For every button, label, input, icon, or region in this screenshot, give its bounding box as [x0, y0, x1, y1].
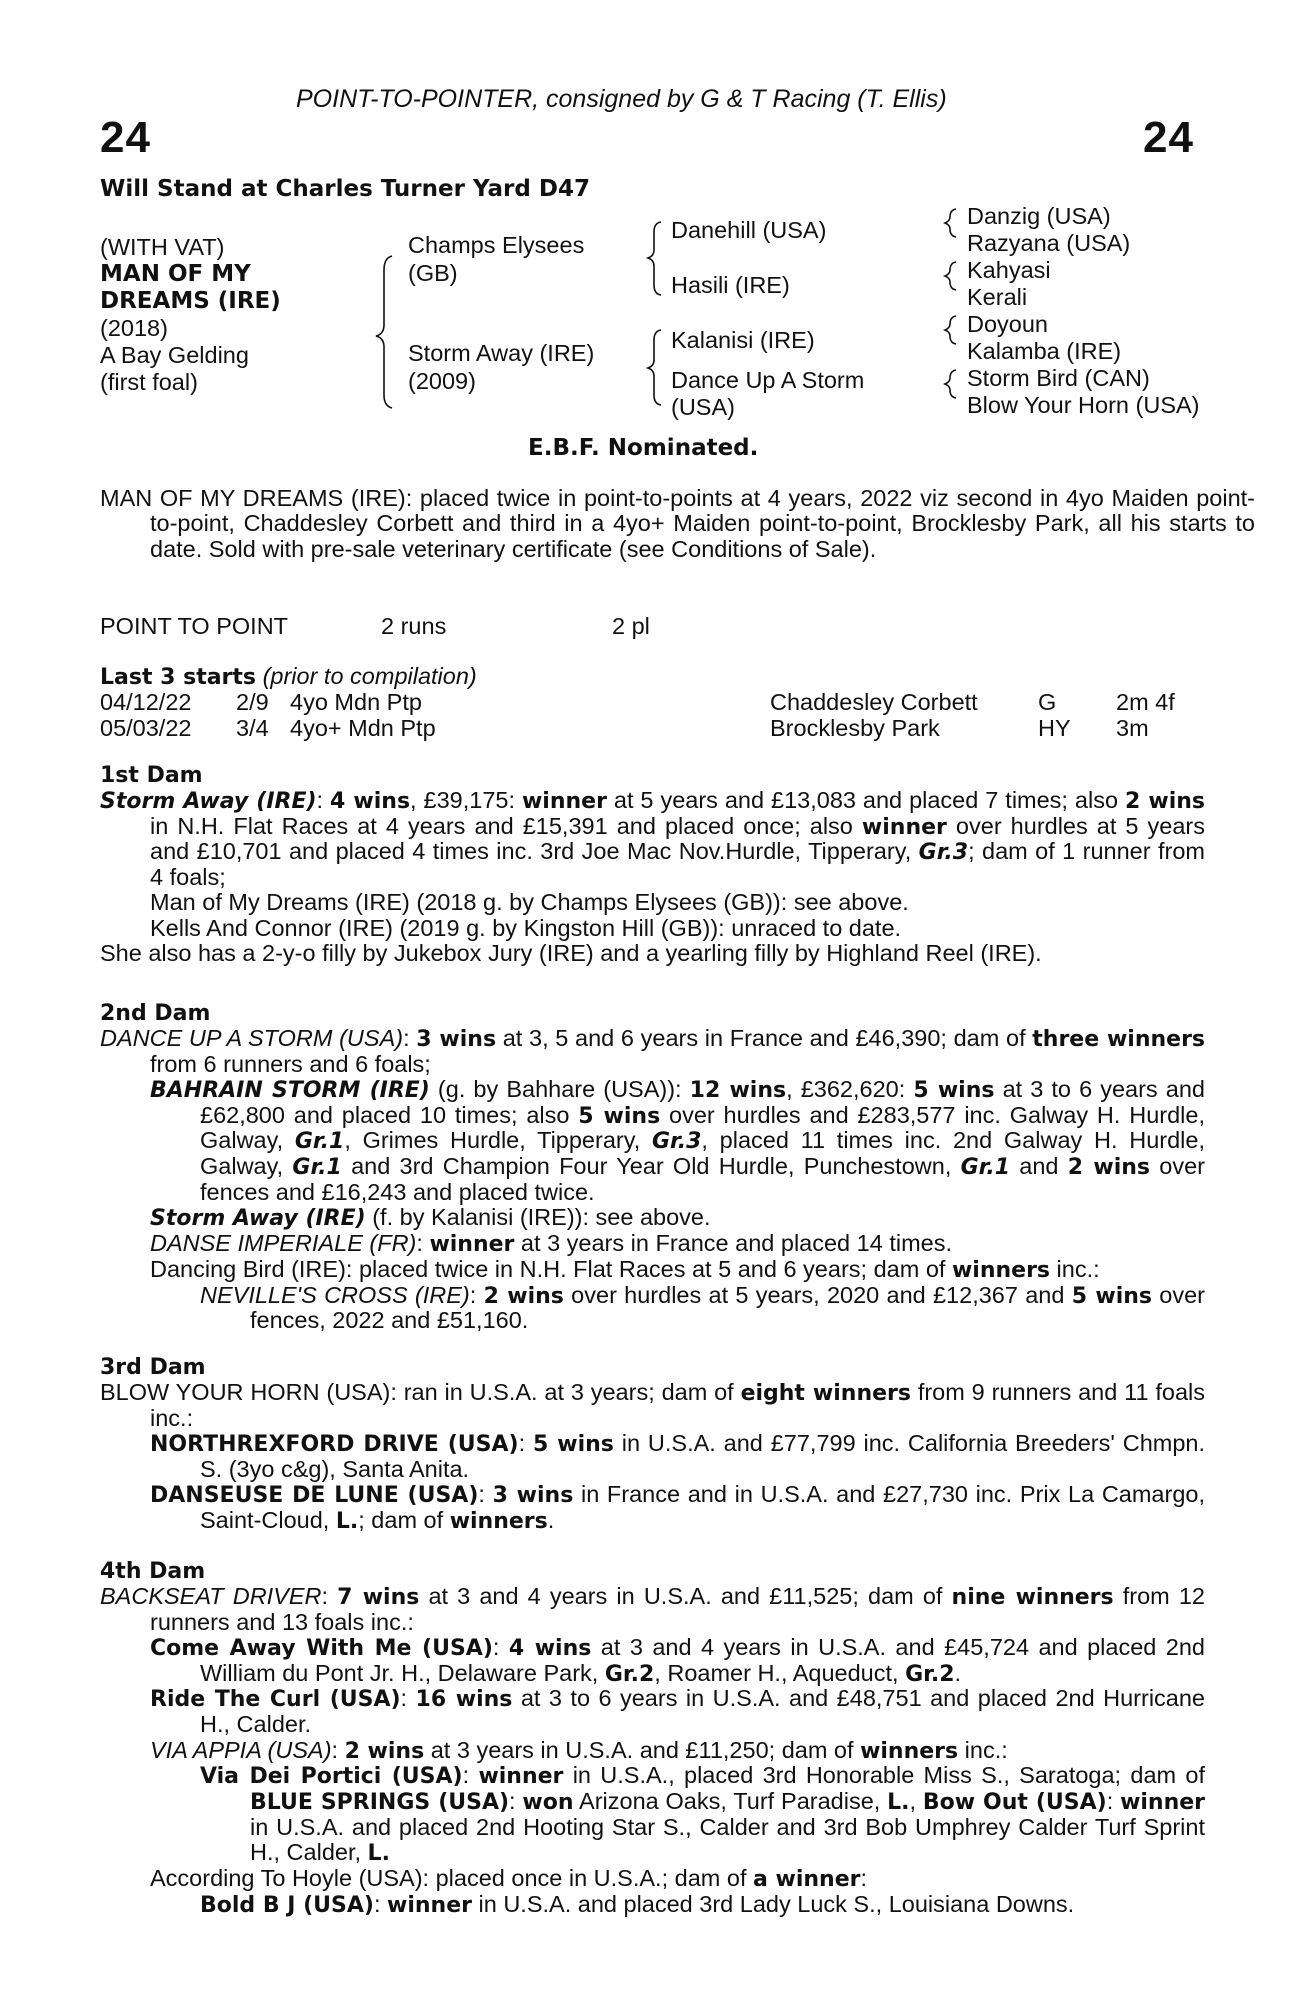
brace-ds	[945, 316, 956, 344]
produce-entry: Storm Away (IRE) (f. by Kalanisi (IRE)): see above.	[150, 1204, 711, 1232]
produce-entry: Kells And Connor (IRE) (2019 g. by Kingston Hill (GB)): unraced to date.	[150, 914, 902, 941]
produce-entry: Dancing Bird (IRE): placed twice in N.H. Flat Races at 5 and 6 years; dam of winners inc.:	[150, 1255, 1100, 1283]
gen3-7: Storm Bird (CAN)	[967, 365, 1150, 391]
horse-foal: (first foal)	[100, 369, 198, 395]
horse-name-line1: MAN OF MY	[100, 261, 251, 287]
brace-dd	[945, 370, 956, 398]
section-title: 4th Dam	[100, 1559, 206, 1584]
last-starts-heading	[100, 664, 477, 690]
gen3-5: Doyoun	[967, 311, 1048, 337]
start-position: 3/4	[236, 715, 269, 741]
start-date: 04/12/22	[100, 689, 192, 715]
produce-entry: BAHRAIN STORM (IRE) (g. by Bahhare (USA)): 12 wins, £362,620: 5 wins at 3 to 6 years and £62,800 and placed 10 times; also 5 wins over hurdles and £283,577 inc. Galway H. Hurdle, Galway, Gr.1, Grimes Hurdle, Tipperary, Gr.3, placed 11 times inc. 2nd Galway H. Hurdle, Galway, Gr.1 and 3rd Champion Four Year Old Hurdle, Punchestown, Gr.1 and 2 wins over fences and £16,243 and placed twice.	[150, 1075, 1205, 1205]
sire-name: Champs Elysees	[408, 232, 585, 258]
dam-name: Storm Away (IRE)	[408, 340, 595, 366]
gen3-4: Kerali	[967, 284, 1028, 310]
produce-entry: DANSE IMPERIALE (FR): winner at 3 years in France and placed 14 times.	[150, 1230, 953, 1257]
produce-entry: DANSEUSE DE LUNE (USA): 3 wins in France and in U.S.A. and £27,730 inc. Prix La Camargo, Saint-Cloud, L.; dam of winners.	[150, 1481, 1205, 1534]
start-going: G	[1038, 689, 1057, 715]
record-label: POINT TO POINT	[100, 613, 289, 639]
produce-entry: NEVILLE'S CROSS (IRE): 2 wins over hurdles at 5 years, 2020 and £12,367 and 5 wins over fences, 2022 and £51,160.	[200, 1281, 1205, 1334]
produce-entry: According To Hoyle (USA): placed once in U.S.A.; dam of a winner:	[150, 1864, 868, 1892]
brace-ss	[945, 209, 956, 237]
start-position: 2/9	[236, 689, 269, 715]
sire-sire: Danehill (USA)	[671, 217, 827, 243]
produce-entry: Man of My Dreams (IRE) (2018 g. by Champs Elysees (GB)): see above.	[150, 889, 909, 916]
section-title: 1st Dam	[100, 763, 203, 788]
section-title: 2nd Dam	[100, 1001, 211, 1026]
dam-entry: BLOW YOUR HORN (USA): ran in U.S.A. at 3 years; dam of eight winners from 9 runners and 11 foals inc.:	[100, 1378, 1206, 1431]
brace-sd	[945, 262, 956, 290]
produce-entry: NORTHREXFORD DRIVE (USA): 5 wins in U.S.A. and £77,799 inc. California Breeders' Chmpn. S. (3yo c&g), Santa Anita.	[150, 1429, 1206, 1482]
horse-summary: MAN OF MY DREAMS (IRE): placed twice in point-to-points at 4 years, 2022 viz second in 4yo Maiden point-to-point, Chaddesley Corbett and third in a 4yo+ Maiden point-to-point, Brocklesby Park, all his starts to date. Sold with pre-sale veterinary certificate (see Conditions of Sale).	[100, 485, 1255, 562]
start-race: 4yo Mdn Ptp	[290, 689, 422, 715]
sire-country: (GB)	[408, 260, 458, 286]
start-race: 4yo+ Mdn Ptp	[290, 715, 436, 741]
start-going: HY	[1038, 715, 1071, 741]
horse-year: (2018)	[100, 315, 168, 341]
dam-entry: BACKSEAT DRIVER: 7 wins at 3 and 4 years in U.S.A. and £11,525; dam of nine winners from 12 runners and 13 foals inc.:	[100, 1582, 1206, 1635]
lot-number-right: 24	[1143, 113, 1194, 162]
produce-entry: VIA APPIA (USA): 2 wins at 3 years in U.S.A. and £11,250; dam of winners inc.:	[150, 1736, 1008, 1764]
first-dam-section	[100, 764, 1205, 967]
record-placed: 2 pl	[612, 613, 650, 639]
dam-year: (2009)	[408, 368, 476, 394]
start-distance: 2m 4f	[1116, 689, 1175, 715]
section-title: 3rd Dam	[100, 1355, 206, 1380]
ebf-nominated: E.B.F. Nominated.	[528, 435, 759, 461]
gen3-3: Kahyasi	[967, 257, 1051, 283]
fourth-dam-section	[100, 1560, 1205, 1917]
third-dam-section	[100, 1356, 1205, 1534]
produce-note: She also has a 2-y-o filly by Jukebox Jury (IRE) and a yearling filly by Highland Reel (IRE).	[100, 940, 1042, 967]
second-dam-section	[100, 1002, 1205, 1334]
start-course: Chaddesley Corbett	[770, 689, 978, 715]
produce-entry: Bold B J (USA): winner in U.S.A. and placed 3rd Lady Luck S., Louisiana Downs.	[200, 1890, 1075, 1918]
last-starts-title: Last 3 starts	[100, 665, 257, 690]
produce-entry: Come Away With Me (USA): 4 wins at 3 and 4 years in U.S.A. and £45,724 and placed 2nd William du Pont Jr. H., Delaware Park, Gr.2, Roamer H., Aqueduct, Gr.2.	[150, 1633, 1205, 1687]
dam-sire: Kalanisi (IRE)	[671, 327, 815, 353]
brace-sire	[648, 222, 661, 295]
gen3-6: Kalamba (IRE)	[967, 338, 1122, 364]
dam-dam-line2: (USA)	[671, 394, 735, 420]
brace-main	[376, 256, 392, 408]
vat-note: (WITH VAT)	[100, 234, 225, 260]
produce-entry: Ride The Curl (USA): 16 wins at 3 to 6 years in U.S.A. and £48,751 and placed 2nd Hurricane H., Calder.	[150, 1685, 1205, 1738]
start-distance: 3m	[1116, 715, 1149, 741]
start-course: Brocklesby Park	[770, 715, 940, 741]
produce-entry: Via Dei Portici (USA): winner in U.S.A., placed 3rd Honorable Miss S., Saratoga; dam of BLUE SPRINGS (USA): won Arizona Oaks, Turf Paradise, L., Bow Out (USA): winner in U.S.A. and placed 2nd Hooting Star S., Calder and 3rd Bob Umphrey Calder Turf Sprint H., Calder, L.	[200, 1762, 1206, 1867]
start-date: 05/03/22	[100, 715, 192, 741]
consignor-line: POINT-TO-POINTER, consigned by G & T Racing (T. Ellis)	[296, 85, 947, 113]
horse-name-line2: DREAMS (IRE)	[100, 288, 281, 314]
gen3-8: Blow Your Horn (USA)	[967, 392, 1200, 418]
dam-entry: DANCE UP A STORM (USA): 3 wins at 3, 5 and 6 years in France and £46,390; dam of three winners from 6 runners and 6 foals;	[100, 1024, 1206, 1077]
gen3-1: Danzig (USA)	[967, 203, 1111, 229]
sire-dam: Hasili (IRE)	[671, 272, 790, 298]
horse-description: A Bay Gelding	[100, 342, 249, 368]
stable-location: Will Stand at Charles Turner Yard D47	[100, 176, 590, 202]
brace-dam	[648, 330, 661, 405]
dam-dam-line1: Dance Up A Storm	[671, 367, 865, 393]
last-starts-note: (prior to compilation)	[262, 663, 477, 689]
record-runs: 2 runs	[381, 613, 447, 639]
gen3-2: Razyana (USA)	[967, 230, 1131, 256]
lot-number-left: 24	[100, 113, 151, 162]
dam-entry: Storm Away (IRE): 4 wins, £39,175: winner at 5 years and £13,083 and placed 7 times; also 2 wins in N.H. Flat Races at 4 years and £15,391 and placed once; also winner over hurdles at 5 years and £10,701 and placed 4 times inc. 3rd Joe Mac Nov.Hurdle, Tipperary, Gr.3; dam of 1 runner from 4 foals;	[100, 786, 1206, 890]
